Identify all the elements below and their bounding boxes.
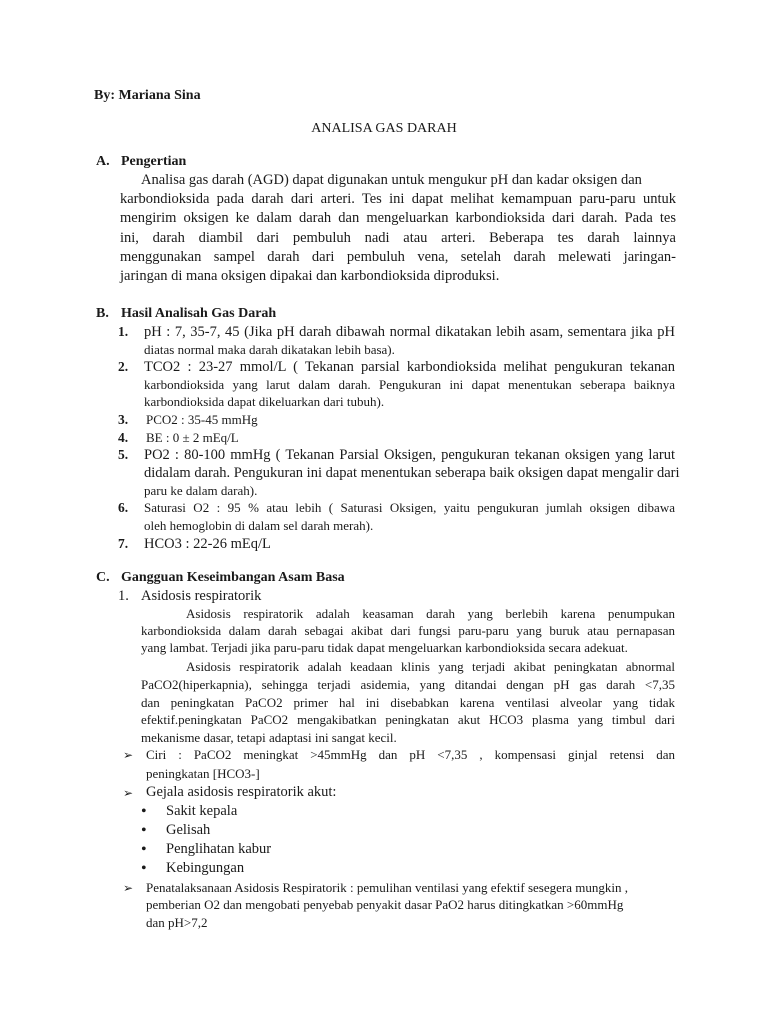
arrow-bullet-icon: ➢ xyxy=(123,786,134,800)
penatalaksanaan-line: pemberian O2 dan mengobati penyebab penyakit dasar PaO2 harus ditingkatkan >60mmHg xyxy=(146,897,624,912)
bullet-icon: • xyxy=(141,803,147,820)
item-number: 5. xyxy=(118,447,129,462)
section-c-heading: Gangguan Keseimbangan Asam Basa xyxy=(121,570,345,585)
item-line: PCO2 : 35-45 mmHg xyxy=(146,412,258,427)
symptom-item: Kebingungan xyxy=(166,860,245,876)
section-a-line: menggunakan sampel darah dari pembuluh vena, setelah darah melewati jaringan- xyxy=(120,249,676,265)
arrow-bullet-icon: ➢ xyxy=(123,748,134,762)
item-number: 4. xyxy=(118,430,129,445)
item-line: HCO3 : 22-26 mEq/L xyxy=(144,536,271,552)
item-number: 7. xyxy=(118,536,129,551)
paragraph-line: efektif.peningkatan PaCO2 mengakibatkan peningkatan akut HCO3 plasma yang timbul dari xyxy=(141,712,675,727)
bullet-icon: • xyxy=(141,860,147,877)
section-a-line: mengirim oksigen ke dalam darah dan mengeluarkan karbondioksida dari darah. Pada tes xyxy=(120,210,676,226)
paragraph-line: PaCO2(hiperkapnia), sehingga terjadi asidemia, yang ditandai dengan pH gas darah <7,35 xyxy=(141,677,675,692)
bullet-icon: • xyxy=(141,822,147,839)
symptom-item: Sakit kepala xyxy=(166,803,238,819)
bullet-icon: • xyxy=(141,841,147,858)
section-a-heading: Pengertian xyxy=(121,154,187,169)
section-a-letter: A. xyxy=(96,154,110,169)
ciri-line: Ciri : PaCO2 meningkat >45mmHg dan pH <7,35 , kompensasi ginjal retensi dan xyxy=(146,747,675,762)
section-a-line: ini, darah diambil dari pembuluh nadi atau arteri. Beberapa tes darah lainnya xyxy=(120,230,676,246)
paragraph-line: mekanisme dasar, tetapi adaptasi ini sangat kecil. xyxy=(141,730,397,745)
item-line: karbondioksida yang larut dalam darah. Pengukuran ini dapat menentukan seberapa baiknya xyxy=(144,377,675,392)
section-b-letter: B. xyxy=(96,306,109,321)
item-line: oleh hemoglobin di dalam sel darah merah). xyxy=(144,518,374,533)
arrow-bullet-icon: ➢ xyxy=(123,881,134,895)
subsection-number: 1. xyxy=(118,588,129,604)
item-number: 3. xyxy=(118,412,129,427)
symptom-item: Penglihatan kabur xyxy=(166,841,272,857)
penatalaksanaan-line: dan pH>7,2 xyxy=(146,915,208,930)
penatalaksanaan-line: Penatalaksanaan Asidosis Respiratorik : pemulihan ventilasi yang efektif sesegera mungkin , xyxy=(146,880,628,895)
section-b-heading: Hasil Analisah Gas Darah xyxy=(121,306,277,321)
section-a-line: Analisa gas darah (AGD) dapat digunakan untuk mengukur pH dan kadar oksigen dan xyxy=(141,172,642,188)
item-line: BE : 0 ± 2 mEq/L xyxy=(146,430,239,445)
item-line: didalam darah. Pengukuran ini dapat menentukan seberapa baik oksigen dapat mengalir dari xyxy=(144,465,680,481)
item-line: diatas normal maka darah dikatakan lebih basa). xyxy=(144,342,395,357)
section-a-line: jaringan di mana oksigen dipakai dan karbondioksida diproduksi. xyxy=(120,268,500,284)
paragraph-line: karbondioksida dalam darah sebagai akibat dari fungsi paru-paru yang buruk atau pernapasan xyxy=(141,623,675,638)
gejala-title: Gejala asidosis respiratorik akut: xyxy=(146,784,337,800)
item-line: PO2 : 80-100 mmHg ( Tekanan Parsial Oksigen, pengukuran tekanan oksigen yang larut xyxy=(144,447,675,463)
section-c-letter: C. xyxy=(96,570,110,585)
section-a-line: karbondioksida pada darah dari arteri. Tes ini dapat melihat kemampuan paru-paru untuk xyxy=(120,191,676,207)
paragraph-line: Asidosis respiratorik adalah keadaan klinis yang terjadi akibat peningkatan abnormal xyxy=(186,659,675,674)
document-title: ANALISA GAS DARAH xyxy=(311,121,457,136)
paragraph-line: dan peningkatan PaCO2 primer hal ini disebabkan karena ventilasi alveolar yang tidak xyxy=(141,695,675,710)
item-line: TCO2 : 23-27 mmol/L ( Tekanan parsial karbondioksida melihat pengukuran tekanan xyxy=(144,359,675,375)
paragraph-line: yang lambat. Terjadi jika paru-paru tidak dapat mengeluarkan karbondioksida secara adekuat. xyxy=(141,640,628,655)
item-line: pH : 7, 35-7, 45 (Jika pH darah dibawah normal dikatakan lebih asam, sementara jika pH xyxy=(144,324,675,340)
item-line: Saturasi O2 : 95 % atau lebih ( Saturasi Oksigen, yaitu pengukuran jumlah oksigen dibawa xyxy=(144,500,675,515)
item-number: 2. xyxy=(118,359,129,374)
item-number: 6. xyxy=(118,500,129,515)
item-number: 1. xyxy=(118,324,129,339)
item-line: karbondioksida dapat dikeluarkan dari tubuh). xyxy=(144,394,385,409)
subsection-title: Asidosis respiratorik xyxy=(141,588,262,604)
symptom-item: Gelisah xyxy=(166,822,211,838)
byline: By: Mariana Sina xyxy=(94,88,201,103)
ciri-line: peningkatan [HCO3-] xyxy=(146,766,260,781)
item-line: paru ke dalam darah). xyxy=(144,483,258,498)
paragraph-line: Asidosis respiratorik adalah keasaman darah yang berlebih karena penumpukan xyxy=(186,606,675,621)
